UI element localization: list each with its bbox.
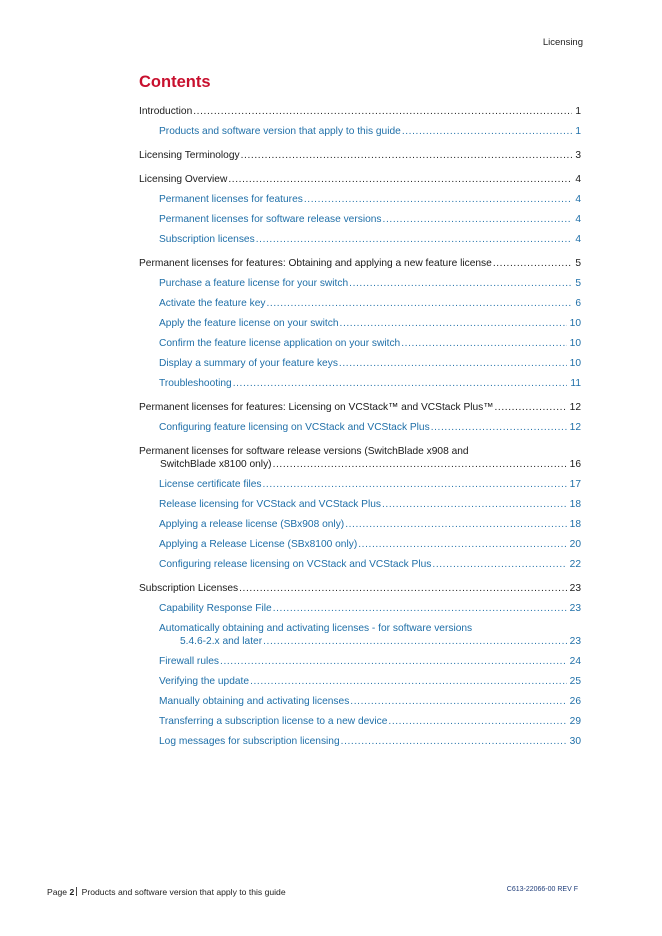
toc-entry[interactable] xyxy=(139,571,581,595)
toc-page-number: 30 xyxy=(569,736,581,747)
toc-entry-title: Confirm the feature license application on your switch xyxy=(159,338,401,349)
toc-entry[interactable] xyxy=(139,434,581,471)
toc-entry[interactable] xyxy=(139,668,581,688)
table-of-contents xyxy=(139,97,581,748)
toc-entry[interactable] xyxy=(139,226,581,246)
toc-page-number: 23 xyxy=(569,583,581,594)
toc-leader-dots xyxy=(266,297,572,310)
toc-page-number: 10 xyxy=(569,358,581,369)
toc-entry-title: Applying a release license (SBx908 only) xyxy=(159,519,345,530)
toc-page-number: 29 xyxy=(569,716,581,727)
toc-entry[interactable] xyxy=(139,688,581,708)
toc-entry[interactable] xyxy=(139,118,581,138)
toc-entry[interactable] xyxy=(139,186,581,206)
toc-entry-title: Verifying the update xyxy=(159,676,250,687)
toc-entry-title: Firewall rules xyxy=(159,656,220,667)
toc-page-number: 4 xyxy=(575,174,581,185)
toc-entry[interactable] xyxy=(139,471,581,491)
toc-leader-dots xyxy=(383,213,573,226)
toc-page-number: 18 xyxy=(569,519,581,530)
toc-entry-title: Permanent licenses for software release versions (SwitchBlade x908 and xyxy=(139,446,469,457)
toc-entry-title: Permanent licenses for features xyxy=(159,194,303,205)
toc-entry-title: Troubleshooting xyxy=(159,378,232,389)
toc-leader-dots xyxy=(228,173,572,186)
toc-entry[interactable] xyxy=(139,350,581,370)
toc-page-number: 11 xyxy=(570,378,581,389)
toc-entry-title: Permanent licenses for software release versions xyxy=(159,214,382,225)
toc-leader-dots xyxy=(263,635,567,648)
toc-entry[interactable] xyxy=(139,511,581,531)
toc-leader-dots xyxy=(493,257,573,270)
footer-doc-id: C613-22066-00 REV F xyxy=(506,886,578,893)
footer-section-title: Products and software version that apply to this guide xyxy=(81,887,286,897)
toc-entry[interactable] xyxy=(139,390,581,414)
toc-entry-title: Permanent licenses for features: Obtaining and applying a new feature license xyxy=(139,258,492,269)
toc-entry-title-continued: SwitchBlade x8100 only) xyxy=(160,459,272,470)
toc-leader-dots xyxy=(358,538,566,551)
toc-leader-dots xyxy=(273,458,567,471)
toc-page-number: 4 xyxy=(575,234,581,245)
toc-page-number: 5 xyxy=(575,278,581,289)
toc-page-number: 10 xyxy=(569,318,581,329)
toc-leader-dots xyxy=(220,655,567,668)
toc-leader-dots xyxy=(250,675,567,688)
toc-leader-dots xyxy=(256,233,573,246)
toc-page-number: 20 xyxy=(569,539,581,550)
toc-leader-dots xyxy=(382,498,567,511)
running-header: Licensing xyxy=(542,37,583,48)
toc-entry[interactable] xyxy=(139,330,581,350)
toc-leader-dots xyxy=(494,401,566,414)
toc-entry-title: Release licensing for VCStack and VCStack Plus xyxy=(159,499,381,510)
toc-page-number: 12 xyxy=(569,422,581,433)
toc-page-number: 18 xyxy=(569,499,581,510)
toc-entry[interactable] xyxy=(139,270,581,290)
toc-entry-title: Automatically obtaining and activating licenses - for software versions xyxy=(159,623,473,634)
toc-entry-title: Configuring feature licensing on VCStack and VCStack Plus xyxy=(159,422,430,433)
toc-entry-title: Log messages for subscription licensing xyxy=(159,736,340,747)
toc-page-number: 6 xyxy=(575,298,581,309)
toc-leader-dots xyxy=(241,149,573,162)
toc-leader-dots xyxy=(273,602,567,615)
toc-page-number: 17 xyxy=(569,479,581,490)
toc-page-number: 4 xyxy=(575,214,581,225)
toc-leader-dots xyxy=(263,478,567,491)
toc-page-number: 5 xyxy=(575,258,581,269)
toc-entry[interactable] xyxy=(139,615,581,648)
toc-page-number: 26 xyxy=(569,696,581,707)
toc-page-number: 10 xyxy=(569,338,581,349)
toc-entry-title: Manually obtaining and activating licenses xyxy=(159,696,350,707)
toc-entry-title: License certificate files xyxy=(159,479,262,490)
toc-leader-dots xyxy=(402,125,573,138)
footer-page-info xyxy=(47,887,286,897)
toc-entry-title: Licensing Overview xyxy=(139,174,228,185)
toc-entry[interactable] xyxy=(139,138,581,162)
toc-entry-title: Applying a Release License (SBx8100 only) xyxy=(159,539,358,550)
footer-page-number: 2 xyxy=(69,887,75,897)
toc-entry[interactable] xyxy=(139,531,581,551)
page-title: Contents xyxy=(139,73,211,91)
toc-entry-title: Products and software version that apply to this guide xyxy=(159,126,401,137)
toc-entry[interactable] xyxy=(139,310,581,330)
toc-entry-title: Capability Response File xyxy=(159,603,272,614)
toc-entry-title: Activate the feature key xyxy=(159,298,266,309)
toc-page-number: 25 xyxy=(569,676,581,687)
toc-entry-title: Licensing Terminology xyxy=(139,150,240,161)
toc-leader-dots xyxy=(233,377,568,390)
toc-entry[interactable] xyxy=(139,551,581,571)
toc-entry-title: Subscription licenses xyxy=(159,234,255,245)
toc-page-number: 12 xyxy=(569,402,581,413)
toc-page-number: 4 xyxy=(575,194,581,205)
toc-entry-title: Transferring a subscription license to a new device xyxy=(159,716,388,727)
toc-entry-title: Display a summary of your feature keys xyxy=(159,358,338,369)
toc-entry[interactable] xyxy=(139,290,581,310)
toc-entry[interactable] xyxy=(139,595,581,615)
toc-leader-dots xyxy=(401,337,566,350)
toc-entry-title: Purchase a feature license for your switch xyxy=(159,278,349,289)
toc-leader-dots xyxy=(239,582,567,595)
toc-leader-dots xyxy=(341,735,567,748)
toc-leader-dots xyxy=(345,518,566,531)
toc-page-number: 24 xyxy=(569,656,581,667)
toc-entry[interactable] xyxy=(139,162,581,186)
toc-entry-title-continued: 5.4.6-2.x and later xyxy=(180,636,263,647)
toc-entry[interactable] xyxy=(139,648,581,668)
toc-leader-dots xyxy=(350,695,566,708)
toc-leader-dots xyxy=(431,421,567,434)
toc-entry-title: Apply the feature license on your switch xyxy=(159,318,339,329)
toc-page-number: 16 xyxy=(569,459,581,470)
toc-entry-title: Subscription Licenses xyxy=(139,583,239,594)
toc-entry[interactable] xyxy=(139,708,581,728)
toc-entry[interactable] xyxy=(139,370,581,390)
toc-entry[interactable] xyxy=(139,246,581,270)
footer-page-label: Page xyxy=(47,887,68,897)
toc-leader-dots xyxy=(339,357,567,370)
toc-entry-title: Introduction xyxy=(139,106,193,117)
toc-entry-title: Permanent licenses for features: Licensing on VCStack™ and VCStack Plus™ xyxy=(139,402,494,413)
footer-separator xyxy=(76,887,77,896)
toc-leader-dots xyxy=(304,193,572,206)
toc-leader-dots xyxy=(388,715,566,728)
toc-leader-dots xyxy=(349,277,572,290)
toc-leader-dots xyxy=(193,105,572,118)
toc-page-number: 1 xyxy=(575,126,581,137)
toc-page-number: 23 xyxy=(569,636,581,647)
toc-page-number: 1 xyxy=(575,106,581,117)
toc-leader-dots xyxy=(340,317,567,330)
toc-page-number: 22 xyxy=(569,559,581,570)
toc-page-number: 3 xyxy=(575,150,581,161)
toc-entry[interactable] xyxy=(139,414,581,434)
toc-entry[interactable] xyxy=(139,728,581,748)
toc-leader-dots xyxy=(432,558,566,571)
toc-entry[interactable] xyxy=(139,97,581,118)
toc-page-number: 23 xyxy=(569,603,581,614)
toc-entry[interactable] xyxy=(139,491,581,511)
toc-entry-title: Configuring release licensing on VCStack and VCStack Plus xyxy=(159,559,432,570)
toc-entry[interactable] xyxy=(139,206,581,226)
